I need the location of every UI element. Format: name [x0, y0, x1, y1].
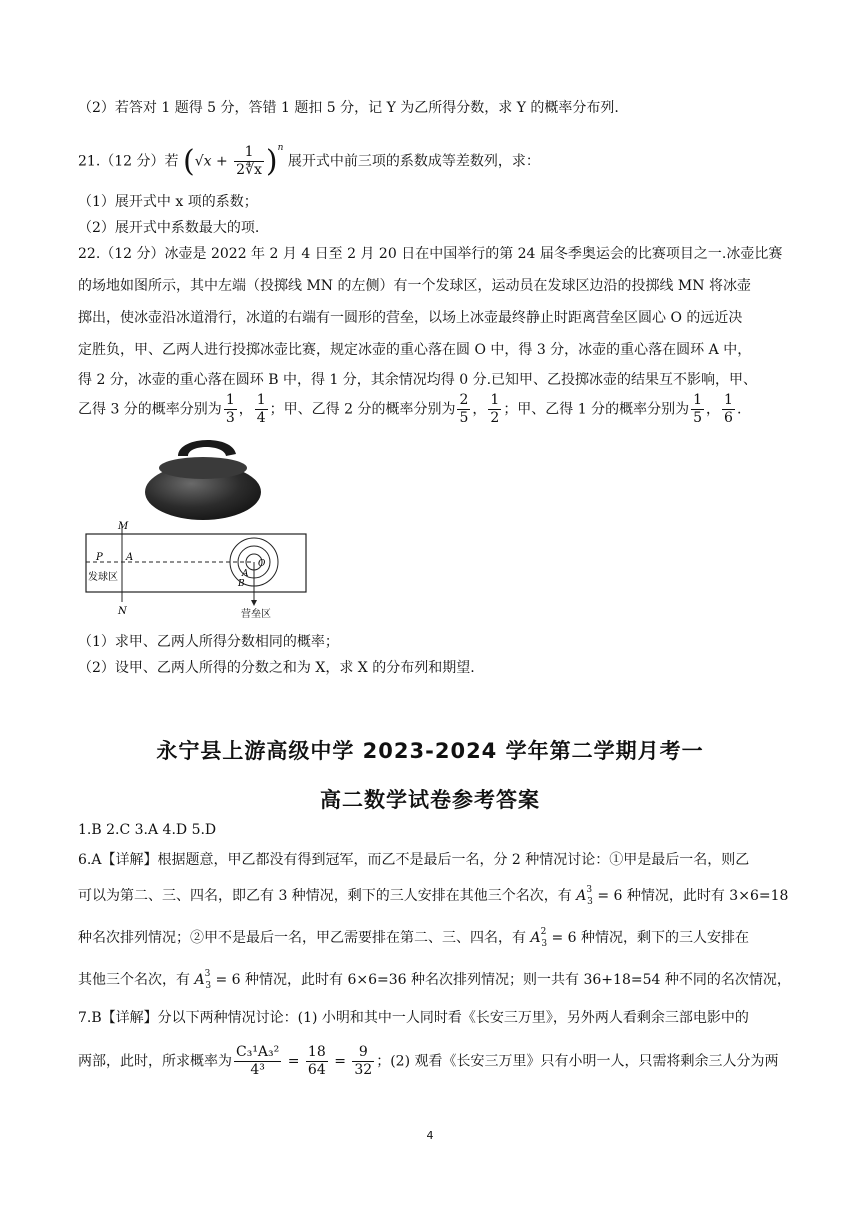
fraction: $\frac{\text{C₃¹A₃²}}{\text{4³}}$ [236, 1044, 280, 1078]
fraction: $\frac{1}{4}$ [256, 392, 266, 426]
stone-handle [178, 440, 236, 456]
q22-line2: 的场地如图所示，其中左端（投掷线 MN 的左侧）有一个发球区，运动员在发球区边沿的投掷线 MN 将冰壶 [78, 278, 751, 294]
q21-part1: （1）展开式中 x 项的系数； [78, 194, 258, 210]
fraction: $\frac{1}{6}$ [724, 392, 733, 426]
q22-line6: 乙得 3 分的概率分别为 $\frac{1}{3}$ ， $\frac{1}{4}$ ；甲、乙得 2 分的概率分别为 $\frac{2}{5}$ ， $\frac{1}{2}$ ；甲、乙得 1 分的概率分别为 $\frac{1}{5}$ ， $\frac{1}{6}$ . [78, 392, 742, 426]
label-N: N [118, 606, 127, 616]
label-P: P [96, 552, 103, 563]
a6-line4: 其他三个名次，有 $A^3_3 = 6$ 种情况，此时有 6×6=36 种名次排列情况；则一共有 36+18=54 种不同的名次情况， [78, 969, 791, 991]
q22-line5: 得 2 分，冰壶的重心落在圆环 B 中，得 1 分，其余情况均得 0 分.已知甲、乙投掷冰壶的结果互不影响，甲、 [78, 372, 758, 388]
fraction: $\frac{9}{32}$ [354, 1044, 373, 1078]
a7-line1: 7.B【详解】分以下两种情况讨论：(1) 小明和其中一人同时看《长安三万里》，另外两人看剩余三部电影中的 [78, 1010, 749, 1026]
q22-line4: 定胜负，甲、乙两人进行投掷冰壶比赛，规定冰壶的重心落在圆 O 中，得 3 分，冰壶的重心落在圆环 A 中， [78, 342, 752, 358]
q21-stem: 21.（12 分）若 (√x + $\frac{1}{2∜x}$ )$^n$ 展开式中前三项的系数成等差数列，求： [78, 142, 540, 179]
q21-sqrt: √x [194, 153, 212, 170]
stone-top [159, 457, 247, 479]
label-A-left: A [126, 552, 134, 563]
answers-title: 永宁县上游高级中学 2023-2024 学年第二学期月考一 [156, 739, 704, 763]
fraction: $\frac{1}{5}$ [693, 392, 703, 426]
label-O: O [258, 559, 266, 569]
q21-part2: （2）展开式中系数最大的项. [78, 220, 260, 236]
fraction: $\frac{18}{64}$ [307, 1044, 326, 1078]
q21-tail: 展开式中前三项的系数成等差数列，求： [287, 153, 540, 170]
choice-answers: 1.B 2.C 3.A 4.D 5.D [78, 822, 217, 838]
fraction: $\frac{1}{3}$ [225, 392, 235, 426]
a6-line1: 6.A【详解】根据题意，甲乙都没有得到冠军，而乙不是最后一名，分 2 种情况讨论：①甲是最后一名，则乙 [78, 852, 750, 868]
q21-head: 21.（12 分）若 [78, 153, 179, 170]
page-number: 4 [426, 1129, 434, 1142]
q22-line1: 22.（12 分）冰壶是 2022 年 2 月 4 日至 2 月 20 日在中国举行的第 24 届冬季奥运会的比赛项目之一.冰壶比赛 [78, 246, 783, 262]
q22-part1: （1）求甲、乙两人所得分数相同的概率； [78, 634, 339, 650]
answers-subtitle: 高二数学试卷参考答案 [320, 788, 540, 812]
label-A-ring: A [242, 569, 249, 579]
q21-expression: ( [182, 143, 195, 179]
label-serve-zone: 发球区 [88, 572, 118, 583]
label-target-zone: 营垒区 [241, 609, 271, 620]
q21-frac: $\frac{1}{2∜x}$ [236, 144, 262, 178]
perm-A33: A [576, 888, 587, 904]
perm-A33-2: A [194, 972, 205, 988]
fraction: $\frac{2}{5}$ [459, 392, 469, 426]
q21-exponent: n [277, 142, 284, 153]
q20-part2: （2）若答对 1 题得 5 分，答错 1 题扣 5 分，记 Y 为乙所得分数，求 Y 的概率分布列. [78, 100, 619, 116]
curling-stone-image [140, 430, 270, 522]
a7-line2: 两部，此时，所求概率为 $\frac{\text{C₃¹A₃²}}{\text{4³}}$ = $\frac{18}{64}$ = $\frac{9}{32}$ ；(2) 观看《长安三万里》只有小明一人，只需将剩余三人分为两 [78, 1044, 779, 1078]
a6-line3: 种名次排列情况；②甲不是最后一名，甲乙需要排在第二、三、四名，有 $A^2_3 = 6$ 种情况，剩下的三人安排在 [78, 927, 750, 949]
label-B-ring: B [238, 579, 245, 589]
fraction: $\frac{1}{2}$ [490, 392, 500, 426]
a6-line2: 可以为第二、三、四名，即乙有 3 种情况，剩下的三人安排在其他三个名次，有 $A^3_3 = 6$ 种情况，此时有 3×6=18 [78, 885, 789, 907]
curling-sheet-diagram [82, 520, 312, 616]
label-M: M [118, 521, 129, 532]
q22-part2: （2）设甲、乙两人所得的分数之和为 X，求 X 的分布列和期望. [78, 660, 475, 676]
perm-A32: A [530, 930, 541, 946]
q22-line3: 掷出，使冰壶沿冰道滑行，冰道的右端有一圆形的营垒，以场上冰壶最终静止时距离营垒区圆心 O 的远近决 [78, 310, 743, 326]
sheet-outline [86, 534, 306, 592]
